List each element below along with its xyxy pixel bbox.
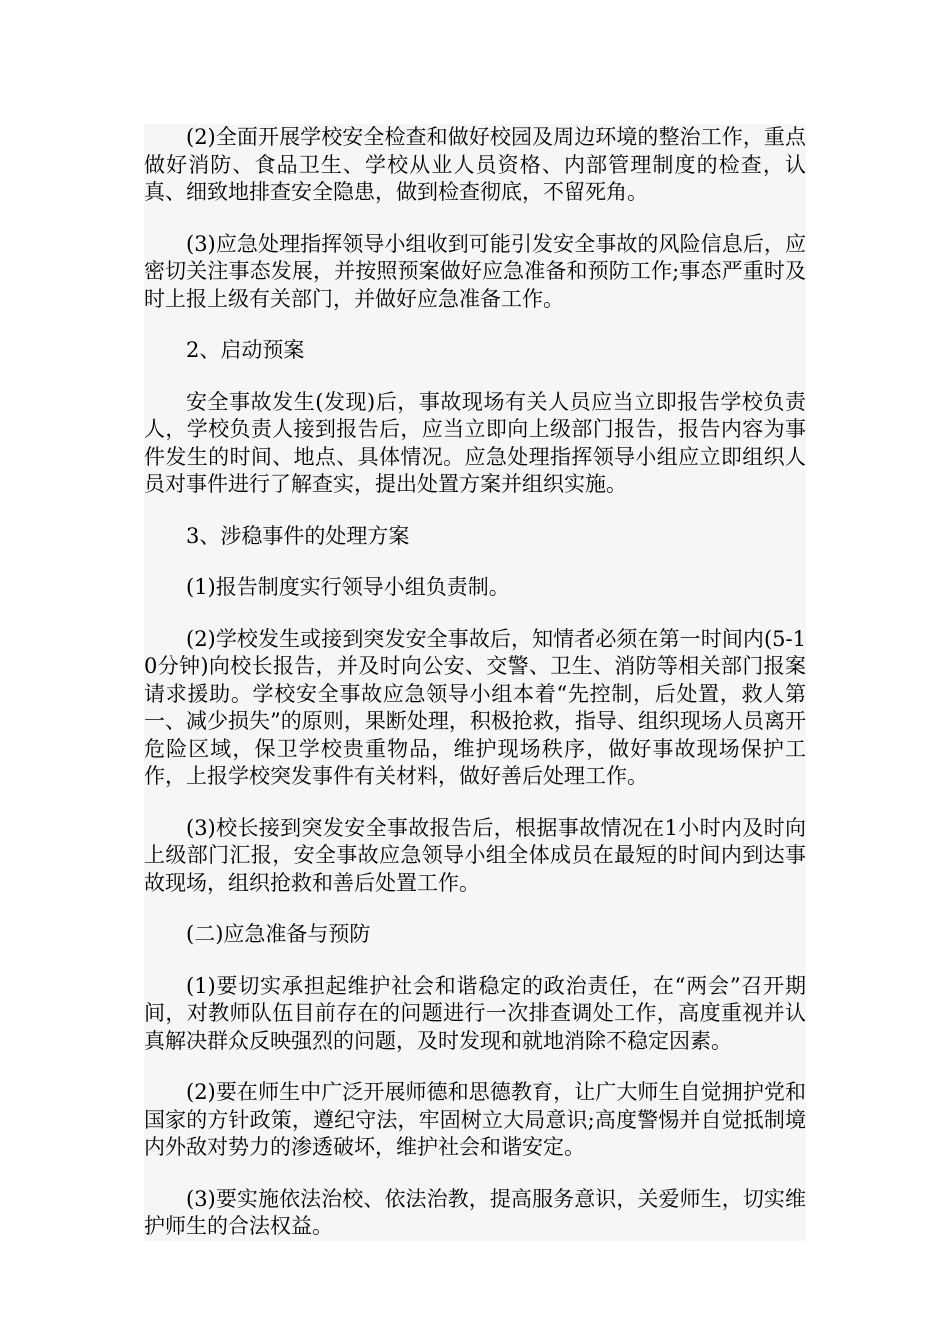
heading-emergency-preparation: (二)应急准备与预防 bbox=[186, 922, 371, 946]
paragraph-reporting-system: (1)报告制度实行领导小组负责制。 bbox=[186, 575, 510, 599]
document-body bbox=[144, 124, 806, 1241]
paragraph-political-responsibility: (1)要切实承担起维护社会和谐稳定的政治责任，在“两会”召开期间，对教师队伍目前存在的问题进行一次排查调处工作，高度重视并认真解决群众反映强烈的问题，及时发现和就地消除不稳定因素。 bbox=[144, 973, 806, 1053]
paragraph-emergency-response: (2)学校发生或接到突发安全事故后，知情者必须在第一时间内(5-10分钟)向校长报告，并及时向公安、交警、卫生、消防等相关部门报案请求援助。学校安全事故应急领导小组本着“先控制，后处置，救人第一、减少损失”的原则，果断处理，积极抢救，指导、组织现场人员离开危险区域，保卫学校贵重物品，维护现场秩序，做好事故现场保护工作，上报学校突发事件有关材料，做好善后处理工作。 bbox=[144, 626, 806, 788]
paragraph-risk-information: (3)应急处理指挥领导小组收到可能引发安全事故的风险信息后，应密切关注事态发展，并按照预案做好应急准备和预防工作;事态严重时及时上报上级有关部门，并做好应急准备工作。 bbox=[144, 231, 806, 311]
paragraph-ethics-education: (2)要在师生中广泛开展师德和思德教育，让广大师生自觉拥护党和国家的方针政策，遵纪守法，牢固树立大局意识;高度警惕并自觉抵制境内外敌对势力的渗透破坏，维护社会和谐安定。 bbox=[144, 1080, 806, 1159]
paragraph-accident-report: 安全事故发生(发现)后，事故现场有关人员应当立即报告学校负责人，学校负责人接到报告后，应当立即向上级部门报告，报告内容为事件发生的时间、地点、具体情况。应急处理指挥领导小组应立即组织人员对事件进行了解查实，提出处置方案并组织实施。 bbox=[144, 389, 806, 496]
paragraph-principal-report: (3)校长接到突发安全事故报告后，根据事故情况在1小时内及时向上级部门汇报，安全事故应急领导小组全体成员在最短的时间内到达事故现场，组织抢救和善后处置工作。 bbox=[144, 815, 806, 895]
heading-stability-handling: 3、涉稳事件的处理方案 bbox=[186, 523, 410, 548]
paragraph-safety-inspection: (2)全面开展学校安全检查和做好校园及周边环境的整治工作，重点做好消防、食品卫生、学校从业人员资格、内部管理制度的检查，认真、细致地排查安全隐患，做到检查彻底，不留死角。 bbox=[144, 125, 806, 204]
heading-activate-plan: 2、启动预案 bbox=[186, 338, 305, 362]
paragraph-rule-of-law: (3)要实施依法治校、依法治教，提高服务意识，关爱师生，切实维护师生的合法权益。 bbox=[144, 1186, 806, 1238]
